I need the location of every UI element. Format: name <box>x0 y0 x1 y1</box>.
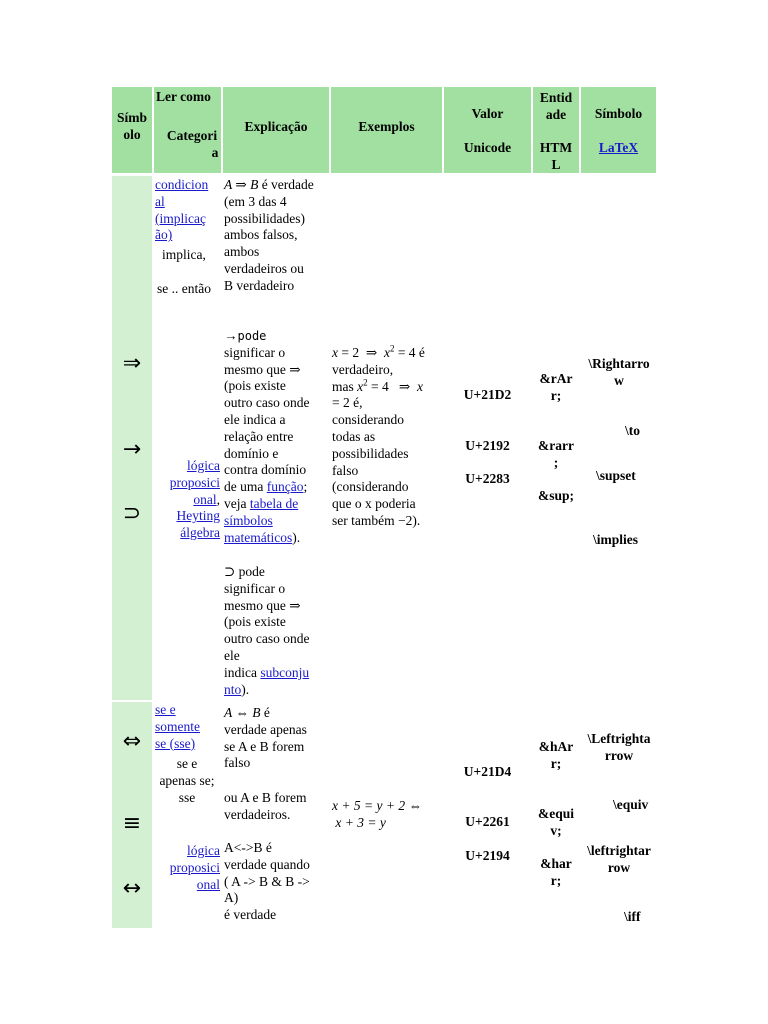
subconjunto-link[interactable]: subconju <box>260 664 310 680</box>
header-exemplos <box>330 86 443 174</box>
header-simbolo-latex-label: Símbolo <box>594 106 643 121</box>
leftrightarrow-icon: ↔ <box>122 876 142 901</box>
row2-unicode-leftrightarrow-double: U+21D4 <box>463 764 512 779</box>
row1-ler-implica: implica, <box>162 247 206 262</box>
row1-explicacao-a: A ⇒ B é verdade (em 3 das 4 possibilidades) ambos falsos, ambos verdadeiros ou B verdadeiro <box>224 177 314 293</box>
row1-latex-implies: \implies <box>593 532 639 547</box>
header-explicacao-label: Explicação <box>244 119 308 134</box>
row2-explicacao-c: A<->B é verdade quando ( A -> B & B -> A) é verdade <box>224 840 310 923</box>
latex-link[interactable]: LaTeX <box>598 140 639 155</box>
header-simbolo-text: Símb olo <box>116 110 147 142</box>
header-simbolo-latex <box>580 86 657 174</box>
header-categoria-label: Categori a <box>166 128 219 160</box>
row2-exemplos <box>332 798 442 832</box>
row1-latex-supset: \supset <box>596 468 636 483</box>
header-html-label: HTM L <box>539 140 573 172</box>
tabela-simbolos-link[interactable]: tabela de <box>249 495 299 511</box>
rightarrow-double-icon: ⇒ <box>122 351 142 376</box>
equiv-icon: ≡ <box>122 811 142 836</box>
header-entidade-label: Entid ade <box>539 90 573 122</box>
row1-unicode-superset: U+2283 <box>465 471 510 486</box>
row1-exemplos: x = 2 ⇒ $x^2 = 4$ é verdadeiro, mas $x^2 = 4$ ⇒ x = 2 é, considerando todas as possibilidades falso (considerando que o x poderia ser também −2). <box>332 343 425 528</box>
row1-explicacao-c: ⊃ pode significar o mesmo que ⇒ (pois existe outro caso onde ele indica subconju nto). <box>224 564 310 697</box>
row2-unicode-leftrightarrow: U+2194 <box>465 848 510 863</box>
row1-latex-to: \to <box>625 423 640 438</box>
row1-latex-rightarrow: \Rightarro w <box>588 356 650 388</box>
leftrightarrow-double-icon: ⇔ <box>122 729 142 754</box>
row2-ler-apenas: se e apenas se; sse <box>159 756 215 805</box>
row2-html-harr: &har r; <box>540 856 572 888</box>
row2-categoria[interactable]: lógica proposici onal <box>169 843 220 892</box>
row2-ler-link[interactable]: se e somente se (sse) <box>155 702 200 751</box>
row2-latex-equiv: \equiv <box>613 797 649 812</box>
row1-unicode-rightarrow: U+2192 <box>465 438 510 453</box>
row1-unicode-rightarrow-double: U+21D2 <box>463 387 512 402</box>
row1-html-rarr: &rarr ; <box>538 438 574 470</box>
row1-ler-seentao: se .. então <box>157 281 211 296</box>
row1-html-rArr: &rAr r; <box>539 371 573 403</box>
row2-html-hArr: &hAr r; <box>538 739 574 771</box>
row1-html-sup: &sup; <box>537 488 574 503</box>
logica-proposicional-link[interactable]: lógica proposici onal <box>169 458 220 507</box>
row2-latex-leftrightarrow: \leftrightar row <box>587 843 651 875</box>
row2-explicacao-b: ou A e B forem verdadeiros. <box>224 790 307 822</box>
funcao-link[interactable]: função <box>266 479 304 495</box>
header-simbolo <box>111 86 153 174</box>
row1-explicacao-b: →pode significar o mesmo que ⇒ (pois existe outro caso onde ele indica a relação entre domínio e contra domínio de uma função; veja tabela de símbolos matemáticos). <box>224 328 310 545</box>
header-explicacao <box>222 86 330 174</box>
header-unicode-label: Unicode <box>463 140 512 155</box>
row2-latex-leftrightarrow-double: \Leftrighta rrow <box>587 731 651 763</box>
header-valor-label: Valor <box>471 106 504 121</box>
row2-example-line1: x + 5 = y + 2 ⇔ <box>332 798 422 813</box>
rightarrow-icon: → <box>122 437 142 462</box>
row2-example-line2: x + 3 = y <box>335 814 386 830</box>
row2-explicacao-a: A ⇔ B é verdade apenas se A e B forem falso <box>224 705 307 771</box>
row2-html-equiv: &equi v; <box>537 806 574 838</box>
row1-categoria: lógica proposici onal, Heyting álgebra <box>169 458 220 541</box>
header-ler-como <box>153 86 222 174</box>
header-ler-como-label: Ler como <box>156 89 211 104</box>
header-valor-unicode <box>443 86 532 174</box>
row2-latex-iff: \iff <box>624 909 641 924</box>
superset-icon: ⊃ <box>122 501 142 526</box>
row2-unicode-equiv: U+2261 <box>465 814 510 829</box>
header-exemplos-label: Exemplos <box>358 119 415 134</box>
row1-ler-link[interactable]: condicion al (implicaç ão) <box>155 177 209 243</box>
heyting-algebra-link[interactable]: Heyting álgebra <box>176 508 220 541</box>
header-entidade-html <box>532 86 580 174</box>
